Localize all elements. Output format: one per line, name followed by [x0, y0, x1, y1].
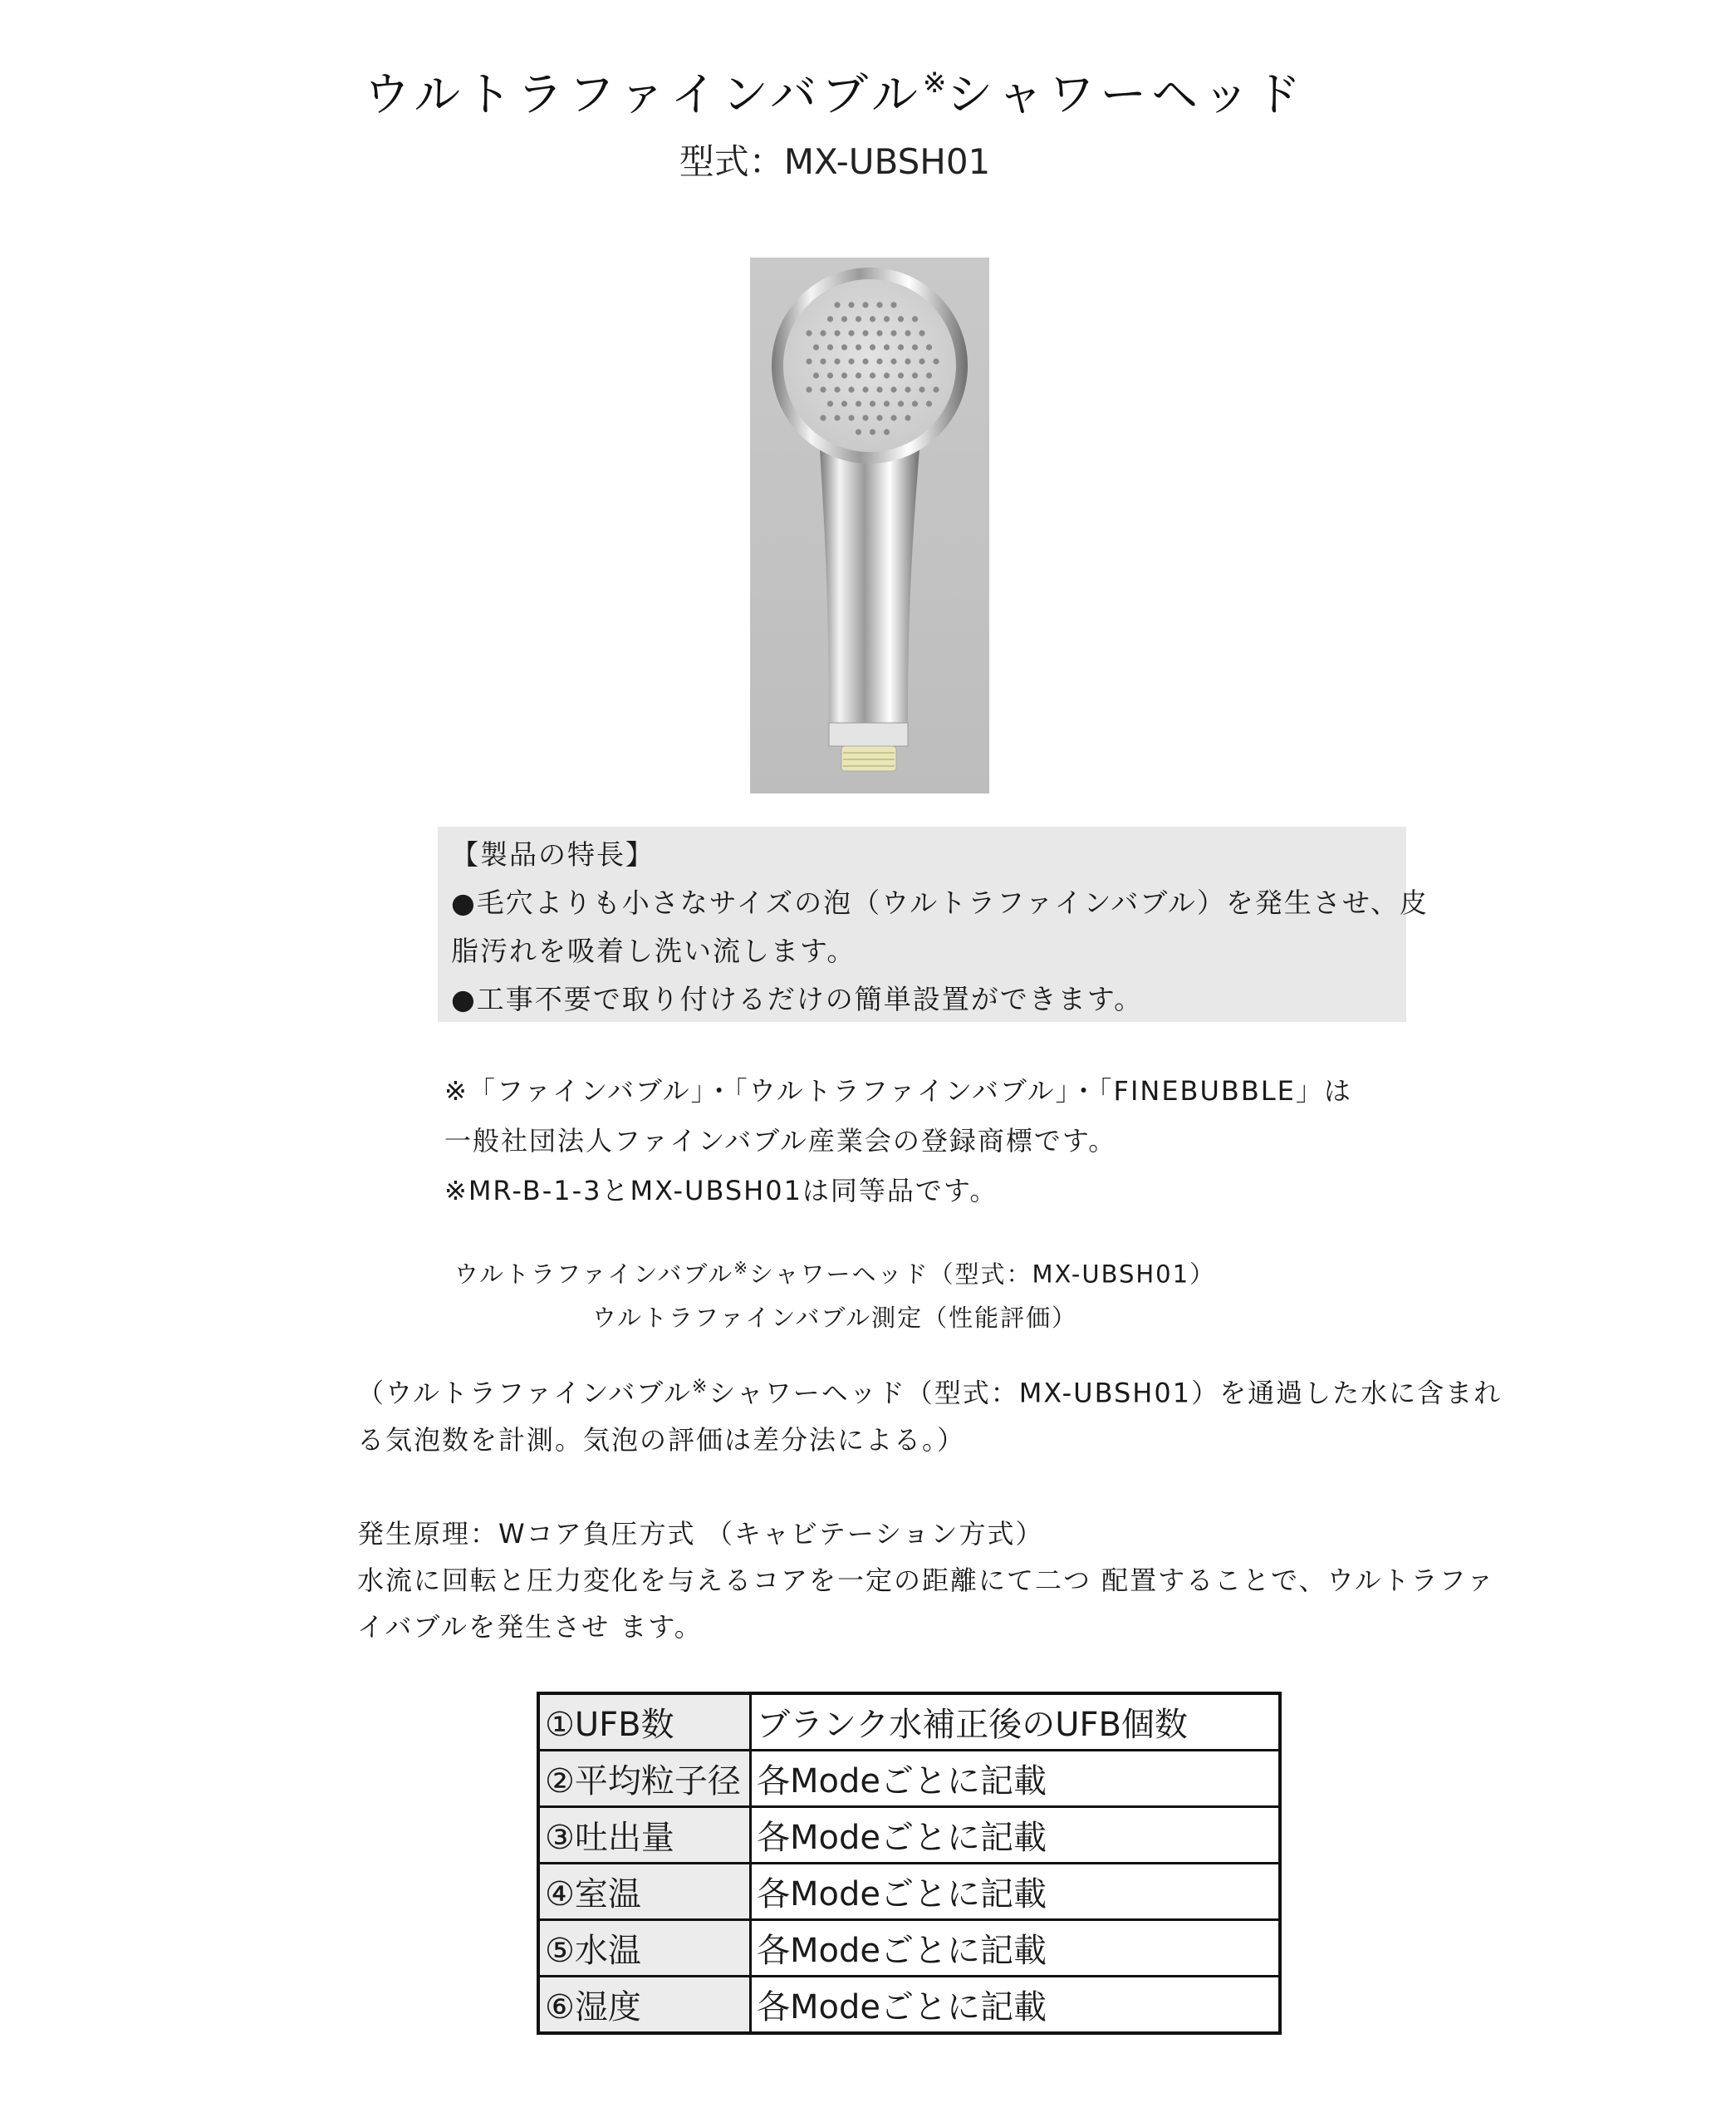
nozzle-hole — [890, 302, 896, 307]
nozzle-hole — [884, 400, 890, 406]
table-row — [538, 1751, 1280, 1807]
nozzle-hole — [813, 344, 819, 350]
nozzle-hole — [905, 358, 910, 364]
nozzle-hole — [926, 400, 932, 406]
nozzle-hole — [876, 330, 882, 336]
principle-line: 発生原理：Wコア負圧方式 （キャビテーション方式） — [357, 1518, 1044, 1550]
shower-head-photo — [750, 258, 989, 793]
feature-line: ●工事不要で取り付けるだけの簡単設置ができます。 — [451, 983, 1144, 1015]
nozzle-hole — [919, 386, 924, 392]
nozzle-hole — [870, 400, 875, 406]
generation-principle — [357, 1511, 1495, 1650]
table-key: ②平均粒子径 — [538, 1751, 751, 1807]
nozzle-hole — [834, 330, 840, 336]
nozzle-hole — [856, 344, 861, 350]
nozzle-hole — [848, 415, 854, 420]
note-line: ※MR-B-1-3とMX-UBSH01は同等品です。 — [444, 1175, 998, 1206]
table-row — [538, 1920, 1280, 1977]
nozzle-hole — [848, 386, 854, 392]
measurement-description — [357, 1364, 1502, 1463]
nozzle-hole — [862, 415, 868, 420]
measurement-line-1: （ウルトラファインバブル※シャワーヘッド（型式：MX-UBSH01）を通過した水に含まれ — [357, 1377, 1503, 1409]
nozzle-hole — [820, 330, 826, 336]
feature-line: 脂汚れを吸着し洗い流します。 — [451, 935, 856, 967]
nozzle-hole — [820, 386, 826, 392]
nozzle-hole — [841, 344, 847, 350]
nozzle-hole — [919, 358, 924, 364]
nozzle-hole — [884, 316, 890, 322]
nozzle-hole — [919, 330, 924, 336]
nozzle-hole — [912, 316, 918, 322]
nozzle-hole — [841, 316, 847, 322]
nozzle-hole — [905, 386, 910, 392]
nozzle-hole — [890, 415, 896, 420]
nozzle-hole — [898, 316, 904, 322]
nozzle-hole — [806, 358, 812, 364]
principle-line: イバブルを発生させ ます。 — [357, 1611, 703, 1643]
nozzle-hole — [926, 372, 932, 378]
nozzle-hole — [870, 316, 875, 322]
nozzle-hole — [926, 344, 932, 350]
nozzle-hole — [848, 330, 854, 336]
caption-line-2: ウルトラファインバブル測定（性能評価） — [591, 1303, 1078, 1332]
table-value: 各Modeごとに記載 — [751, 1920, 1281, 1977]
title-note-mark: ※ — [922, 66, 947, 100]
nozzle-hole — [876, 302, 882, 307]
nozzle-hole — [862, 302, 868, 307]
nozzle-hole — [876, 415, 882, 420]
nozzle-hole — [841, 400, 847, 406]
nozzle-hole — [827, 316, 833, 322]
nozzle-hole — [862, 330, 868, 336]
nozzle-hole — [890, 358, 896, 364]
nozzle-hole — [898, 400, 904, 406]
nozzle-hole — [813, 372, 819, 378]
table-key: ③吐出量 — [538, 1807, 751, 1864]
nozzle-hole — [856, 400, 861, 406]
nozzle-hole — [884, 372, 890, 378]
nozzle-hole — [806, 386, 812, 392]
nozzle-hole — [884, 344, 890, 350]
nozzle-hole — [862, 358, 868, 364]
note-line: ※「ファインバブル」・「ウルトラファインバブル」・「FINEBUBBLE」は — [444, 1075, 1352, 1107]
nozzle-hole — [876, 358, 882, 364]
table-value: 各Modeごとに記載 — [751, 1807, 1281, 1864]
nozzle-hole — [856, 429, 861, 435]
nozzle-hole — [834, 358, 840, 364]
product-title — [0, 58, 1670, 125]
nozzle-hole — [834, 415, 840, 420]
table-row — [538, 1977, 1280, 2034]
nozzle-hole — [884, 429, 890, 435]
table-key: ④室温 — [538, 1864, 751, 1920]
nozzle-hole — [933, 358, 939, 364]
principle-line: 水流に回転と圧力変化を与えるコアを一定の距離にて二つ 配置することで、ウルトラファ — [357, 1565, 1495, 1596]
nozzle-hole — [876, 386, 882, 392]
features-heading: 【製品の特長】 — [451, 838, 655, 871]
nozzle-hole — [905, 330, 910, 336]
model-number: 型式：MX-UBSH01 — [679, 141, 991, 182]
table-value: 各Modeごとに記載 — [751, 1977, 1281, 2034]
nozzle-hole — [856, 316, 861, 322]
table-value: 各Modeごとに記載 — [751, 1751, 1281, 1807]
nozzle-hole — [841, 372, 847, 378]
nozzle-hole — [890, 330, 896, 336]
nozzle-hole — [834, 386, 840, 392]
features-box — [438, 827, 1429, 1022]
shower-head-illustration — [750, 258, 989, 793]
nozzle-hole — [820, 415, 826, 420]
table-row — [538, 1693, 1280, 1751]
table-value: ブランク水補正後のUFB個数 — [751, 1693, 1281, 1751]
measurement-items-table — [537, 1692, 1282, 2035]
nozzle-hole — [834, 302, 840, 307]
table-row — [538, 1807, 1280, 1864]
title-main: ウルトラファインバブル — [363, 68, 923, 122]
nozzle-hole — [806, 330, 812, 336]
table-key: ⑤水温 — [538, 1920, 751, 1977]
nozzle-hole — [848, 302, 854, 307]
trademark-notes — [444, 1066, 1352, 1216]
nozzle-hole — [862, 386, 868, 392]
note-line: 一般社団法人ファインバブル産業会の登録商標です。 — [444, 1125, 1117, 1157]
nozzle-hole — [898, 344, 904, 350]
nozzle-hole — [870, 372, 875, 378]
nozzle-hole — [848, 358, 854, 364]
nozzle-hole — [827, 344, 833, 350]
table-key: ⑥湿度 — [538, 1977, 751, 2034]
nozzle-hole — [905, 415, 910, 420]
nozzle-hole — [870, 344, 875, 350]
table-value: 各Modeごとに記載 — [751, 1864, 1281, 1920]
nozzle-hole — [827, 372, 833, 378]
measurement-line-2: る気泡数を計測。気泡の評価は差分法による。） — [357, 1423, 966, 1456]
nozzle-hole — [870, 429, 875, 435]
nozzle-hole — [912, 400, 918, 406]
nozzle-hole — [890, 386, 896, 392]
title-suffix: シャワーヘッド — [946, 68, 1307, 122]
nozzle-hole — [912, 372, 918, 378]
table-key: ①UFB数 — [538, 1693, 751, 1751]
nozzle-hole — [820, 358, 826, 364]
nozzle-hole — [912, 344, 918, 350]
nozzle-hole — [898, 372, 904, 378]
measurement-caption — [0, 1246, 1670, 1339]
nozzle-hole — [856, 372, 861, 378]
feature-line: ●毛穴よりも小さなサイズの泡（ウルトラファインバブル）を発生させ、皮 — [451, 887, 1429, 919]
caption-line-1: ウルトラファインバブル※シャワーヘッド（型式：MX-UBSH01） — [454, 1258, 1216, 1289]
table-row — [538, 1864, 1280, 1920]
nozzle-hole — [827, 400, 833, 406]
nozzle-hole — [933, 386, 939, 392]
